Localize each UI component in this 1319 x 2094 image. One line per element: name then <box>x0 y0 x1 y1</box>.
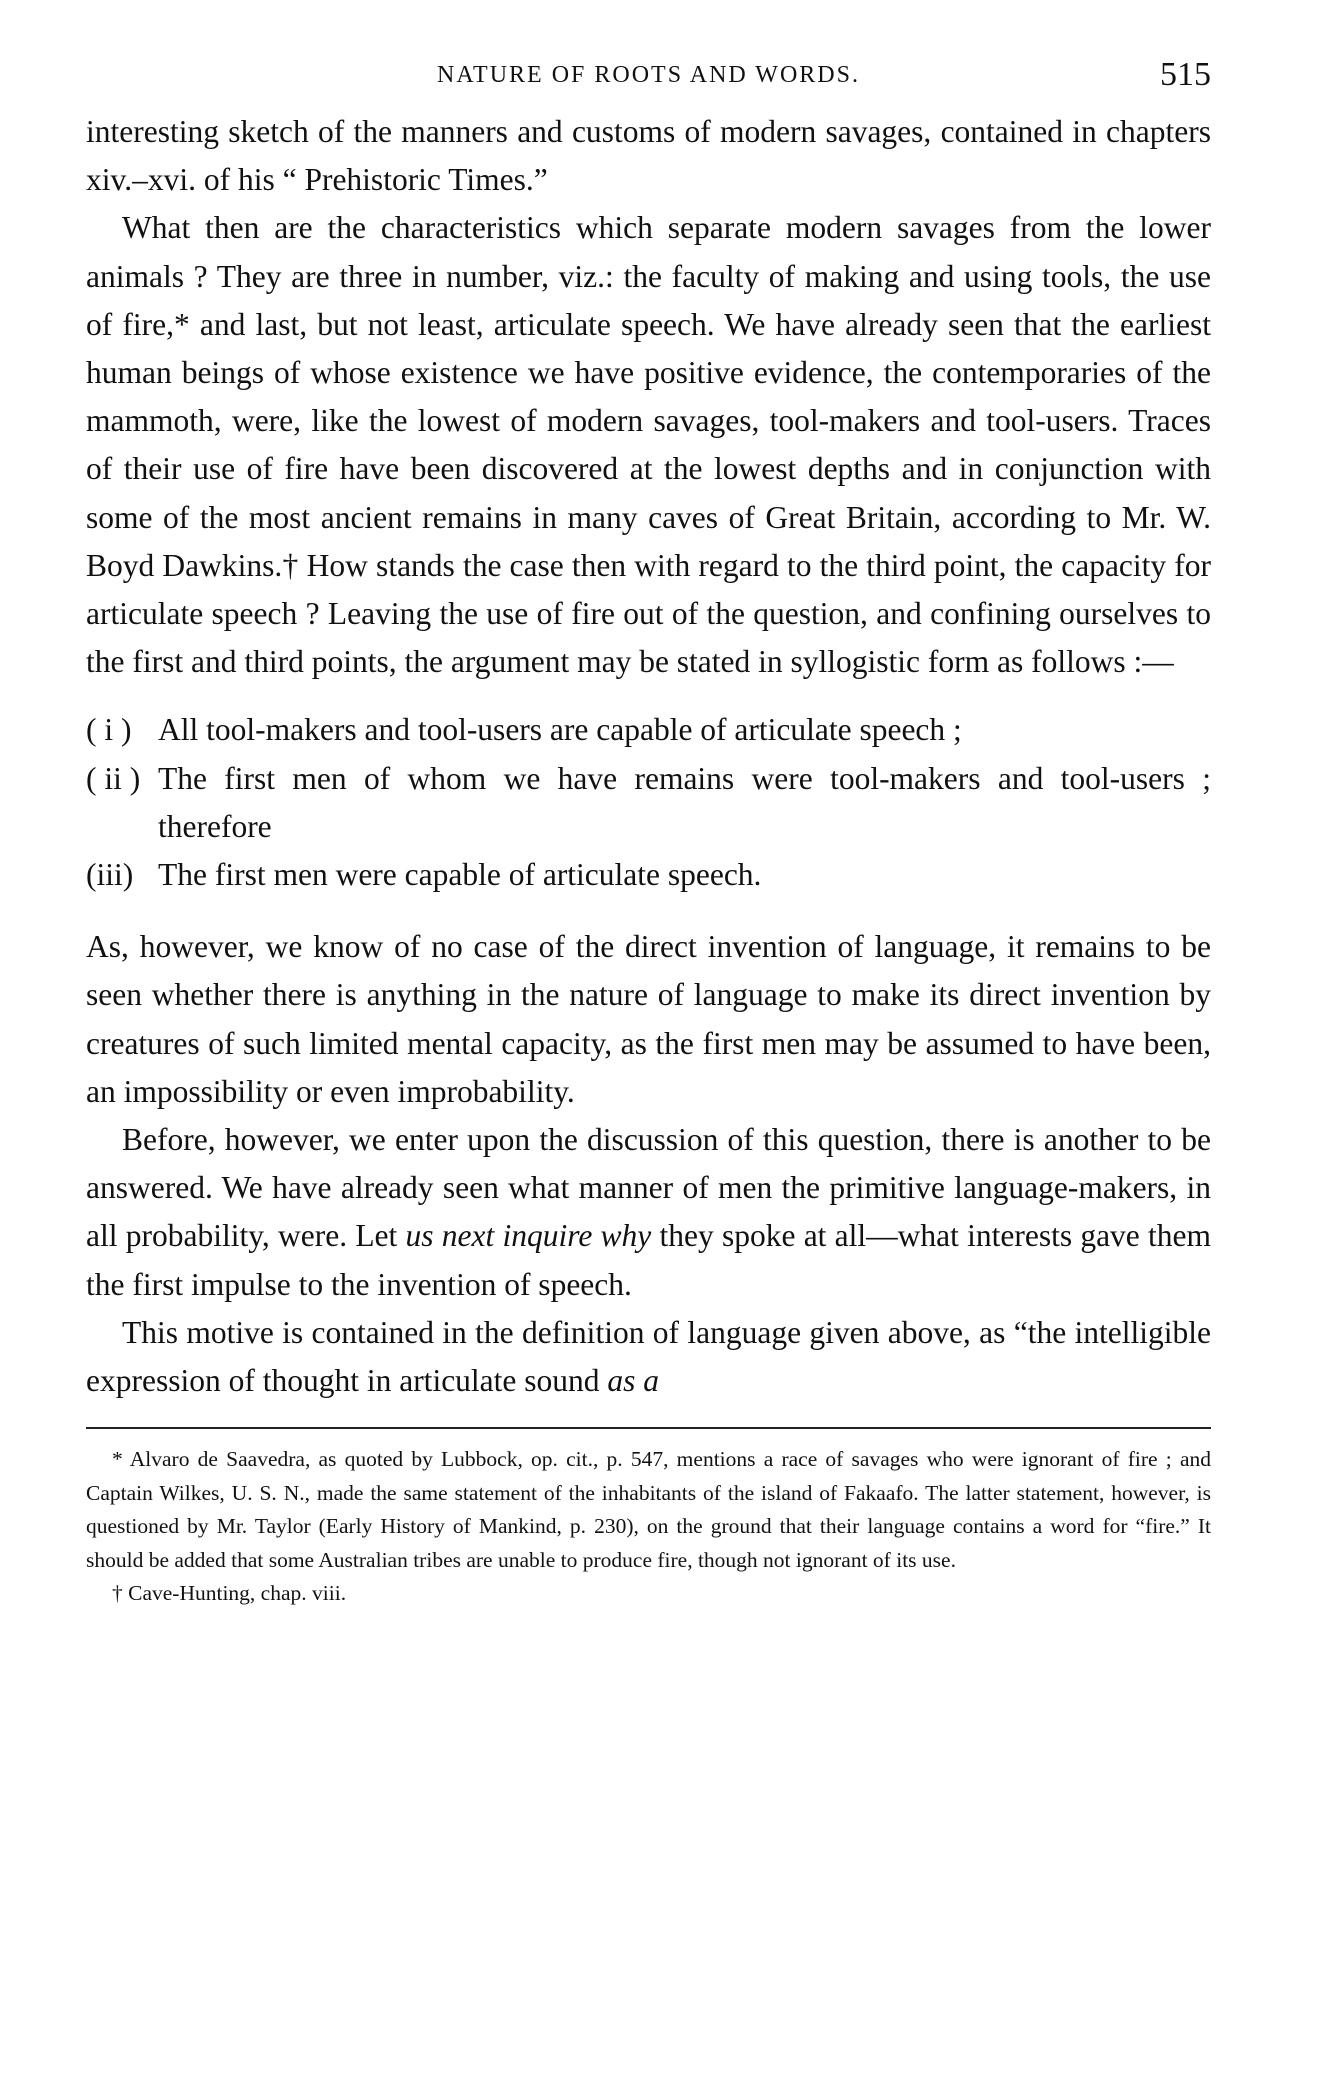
paragraph-2-text-a: What then are the characteristics which separate modern savages from the lower animals ? They are three in number, viz.: the faculty of making and using tools, the use of fire, <box>86 210 1211 342</box>
syllogism-text: All tool-makers and tool-users are capable of articulate speech ; <box>158 712 962 748</box>
paragraph-4-text-a: Before, however, we enter upon the discussion of this question, there is another to be answered. We have already seen what manner of men the primitive language-makers, in all probability, were. Let <box>86 1122 1211 1254</box>
footnote-2: † Cave-Hunting, chap. viii. <box>112 1581 347 1606</box>
paragraph-2 <box>86 204 1211 686</box>
footnote-marker-1: * <box>173 306 190 342</box>
footnotes <box>86 1443 1211 1611</box>
syllogism-number: ( ii ) <box>86 760 141 796</box>
paragraph-4 <box>86 1116 1211 1309</box>
running-title: NATURE OF ROOTS AND WORDS. <box>437 62 860 88</box>
syllogism-number: ( i ) <box>86 712 132 748</box>
syllogism-item <box>86 851 1211 899</box>
syllogism-list <box>86 706 1211 899</box>
syllogism-item <box>86 755 1211 851</box>
main-text <box>86 108 1211 1405</box>
paragraph-5-text: This motive is contained in the definition of language given above, as “the intelligible expression of thought in articulate sound <box>86 1314 1211 1399</box>
paragraph-2-text-c: How stands the case then with regard to the third point, the capacity for articulate speech ? Leaving the use of fire out of the question, and confining ourselves to the first and third points, the argument may be stated in syllogistic form as follows :— <box>86 547 1212 680</box>
page-header <box>86 56 1211 108</box>
paragraph-4-text-b: they spoke at all—what interests gave them the first impulse to the invention of speech. <box>86 1218 1212 1302</box>
syllogism-text: The first men of whom we have remains were tool-makers and tool-users ; therefore <box>158 760 1211 844</box>
paragraph-4-italic: us next inquire why <box>405 1218 652 1254</box>
paragraph-2-text-b: and last, but not least, articulate speech. We have already seen that the earliest human beings of whose existence we have positive evidence, the contemporaries of the mammoth, were, like the lowest of modern savages, tool-makers and tool-users. Traces of their use of fire have been discovered at the lowest depths and in conjunction with some of the most ancient remains in many caves of Great Britain, according to Mr. W. Boyd Dawkins. <box>86 306 1211 583</box>
footnote-marker-2: † <box>282 547 299 583</box>
syllogism-number: (iii) <box>86 857 134 893</box>
book-page <box>86 56 1211 2046</box>
paragraph-3: As, however, we know of no case of the direct invention of language, it remains to be seen whether there is anything in the nature of language to make its direct invention by creatures of such limited mental capacity, as the first men may be assumed to have been, an impossibility or even improbability. <box>86 929 1211 1109</box>
paragraph-5 <box>86 1309 1211 1405</box>
page-number: 515 <box>1160 56 1211 93</box>
syllogism-text: The first men were capable of articulate speech. <box>158 857 762 893</box>
footnote-1: * Alvaro de Saavedra, as quoted by Lubbock, op. cit., p. 547, mentions a race of savages who were ignorant of fire ; and Captain Wilkes, U. S. N., made the same statement of the inhabitants of the island of Fakaafo. The latter statement, however, is questioned by Mr. Taylor (Early History of Mankind, p. 230), on the ground that their language contains a word for “fire.” It should be added that some Australian tribes are unable to produce fire, though not ignorant of its use. <box>86 1447 1211 1572</box>
paragraph-5-italic: as a <box>607 1363 660 1399</box>
syllogism-item <box>86 706 1211 754</box>
footnote-divider <box>86 1427 1211 1429</box>
paragraph-1: interesting sketch of the manners and customs of modern savages, contained in chapters xiv.–xvi. of his “ Prehistoric Times.” <box>86 114 1211 198</box>
